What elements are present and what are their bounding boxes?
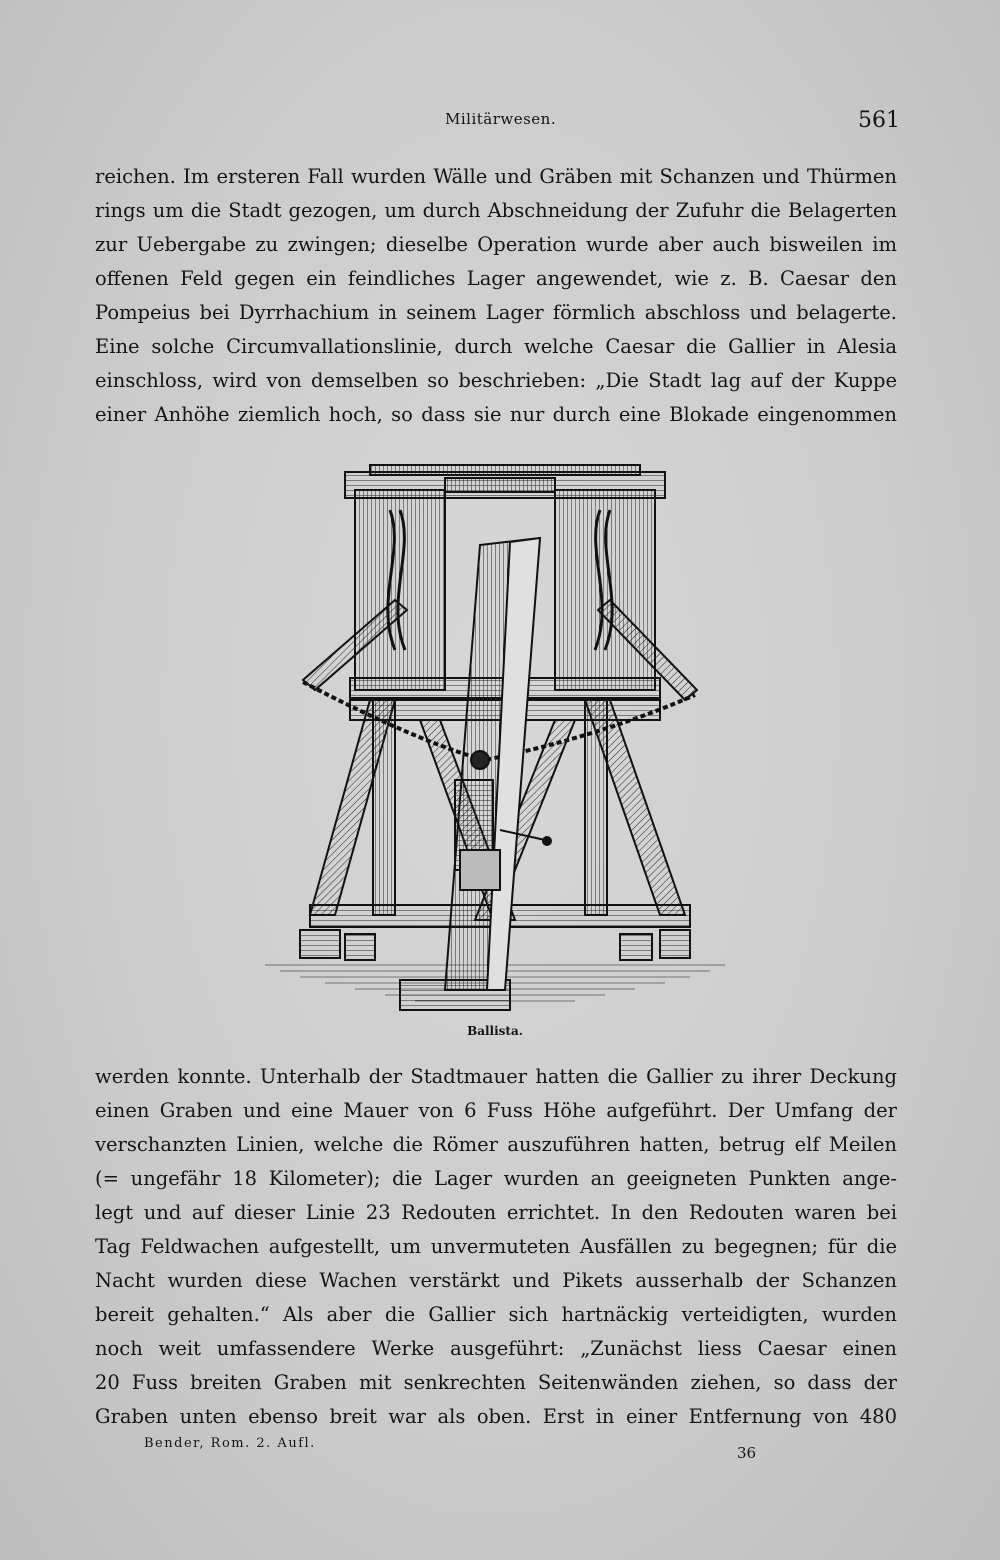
text-line: einschloss, wird von demselben so beschrieben: „Die Stadt lag auf der Kuppe — [95, 369, 897, 392]
text-line: 20 Fuss breiten Graben mit senkrechten Seitenwänden ziehen, so dass der — [95, 1371, 897, 1394]
text-line: Pompeius bei Dyrrhachium in seinem Lager förmlich abschloss und belagerte. — [95, 301, 897, 324]
running-title: Militärwesen. — [445, 110, 557, 128]
text-line: einen Graben und eine Mauer von 6 Fuss Höhe aufgeführt. Der Umfang der — [95, 1099, 897, 1122]
printer-signature: Bender, Rom. 2. Aufl. — [144, 1436, 316, 1451]
page-footer — [0, 1432, 1000, 1472]
figure-caption — [0, 1024, 1000, 1038]
text-line: einer Anhöhe ziemlich hoch, so dass sie nur durch eine Blokade eingenommen — [95, 403, 897, 426]
text-line: rings um die Stadt gezogen, um durch Abschneidung der Zufuhr die Belagerten — [95, 199, 897, 222]
text-line: zur Uebergabe zu zwingen; dieselbe Operation wurde aber auch bisweilen im — [95, 233, 897, 256]
paragraph-before-figure — [95, 160, 897, 432]
text-line: Eine solche Circumvallationslinie, durch welche Caesar die Gallier in Alesia — [95, 335, 897, 358]
ballista-engraving — [255, 450, 735, 1020]
text-line: reichen. Im ersteren Fall wurden Wälle und Gräben mit Schanzen und Thürmen — [95, 165, 897, 188]
text-line: bereit gehalten.“ Als aber die Gallier sich hartnäckig verteidigten, wurden — [95, 1303, 897, 1326]
paragraph-after-figure — [95, 1060, 897, 1434]
running-head — [0, 104, 1000, 144]
text-line: offenen Feld gegen ein feindliches Lager angewendet, wie z. B. Caesar den — [95, 267, 897, 290]
text-line: noch weit umfassendere Werke ausgeführt: „Zunächst liess Caesar einen — [95, 1337, 897, 1360]
text-line: (= ungefähr 18 Kilometer); die Lager wurden an geeigneten Punkten ange- — [95, 1167, 897, 1190]
text-line: verschanzten Linien, welche die Römer auszuführen hatten, betrug elf Meilen — [95, 1133, 897, 1156]
sheet-number: 36 — [737, 1444, 757, 1462]
text-line: legt und auf dieser Linie 23 Redouten errichtet. In den Redouten waren bei — [95, 1201, 897, 1224]
text-line: Tag Feldwachen aufgestellt, um unvermuteten Ausfällen zu begegnen; für die — [95, 1235, 897, 1258]
text-line: Graben unten ebenso breit war als oben. Erst in einer Entfernung von 480 — [95, 1405, 897, 1428]
page-number: 561 — [858, 108, 900, 133]
text-line: Nacht wurden diese Wachen verstärkt und Pikets ausserhalb der Schanzen — [95, 1269, 897, 1292]
figure-caption-text: Ballista. — [467, 1024, 523, 1038]
ballista-illustration — [255, 450, 735, 1020]
text-line: werden konnte. Unterhalb der Stadtmauer hatten die Gallier zu ihrer Deckung — [95, 1065, 897, 1088]
